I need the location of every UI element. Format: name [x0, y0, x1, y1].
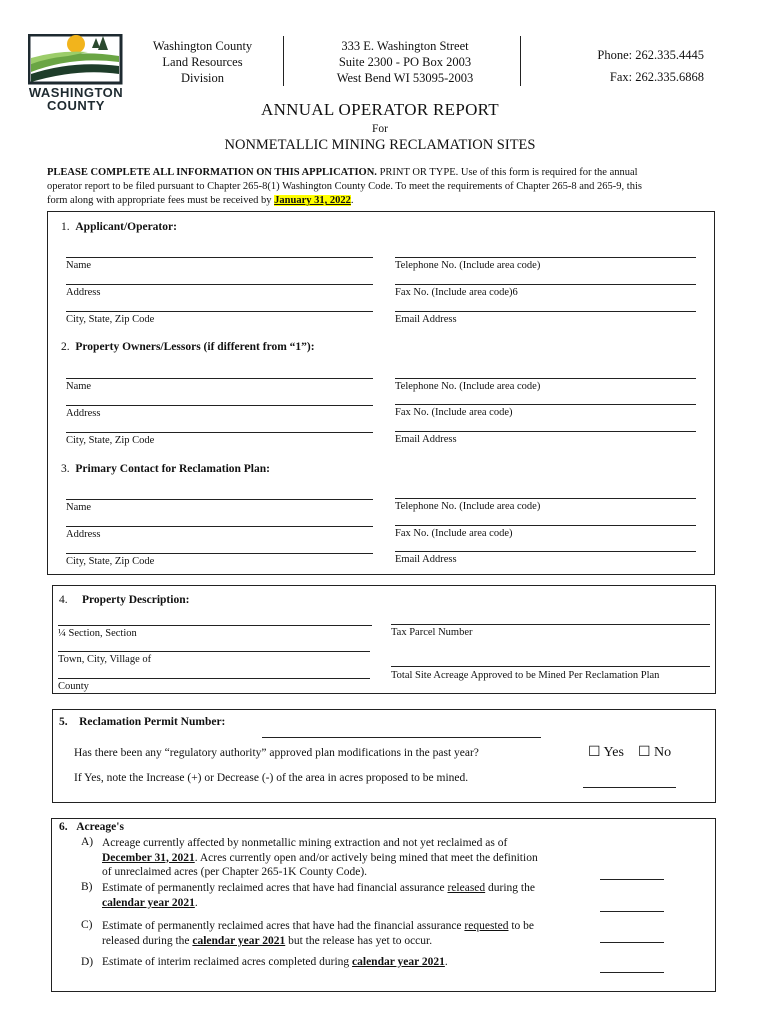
address-line: West Bend WI 53095-2003 [336, 71, 474, 85]
permit-number-field[interactable] [262, 737, 541, 738]
page-subtitle: NONMETALLIC MINING RECLAMATION SITES [224, 137, 536, 153]
acreage-b-field[interactable] [600, 911, 664, 912]
field-label: Name [66, 502, 92, 513]
field-label: Email Address [395, 314, 457, 325]
item-c-line: but the release has yet to occur. [288, 934, 433, 947]
owner-email-field[interactable] [395, 431, 696, 432]
section6-heading [59, 821, 124, 833]
section1-number: 1. [61, 221, 70, 233]
field-label: Fax No. (Include area code) [395, 407, 513, 418]
page-title [150, 100, 610, 120]
field-label: County [58, 681, 89, 692]
applicant-fax-field[interactable] [395, 284, 696, 285]
phone-number: Phone: 262.335.4445 [597, 48, 704, 62]
contact-address-field[interactable] [66, 526, 373, 527]
field-label: City, State, Zip Code [66, 314, 155, 325]
applicant-email-field[interactable] [395, 311, 696, 312]
header-divider [283, 36, 284, 86]
item-b-text [102, 881, 592, 910]
section2-heading [61, 341, 315, 353]
section4-heading [59, 594, 189, 606]
contact-name-field[interactable] [66, 499, 373, 500]
section6-number: 6. [59, 821, 68, 833]
field-label: Address [66, 529, 101, 540]
address-block [310, 38, 500, 86]
section4-number: 4. [59, 594, 68, 606]
intro-print: PRINT OR TYPE. [379, 167, 459, 178]
address-line: 333 E. Washington Street [341, 39, 469, 53]
intro-paragraph [47, 166, 727, 208]
section3-number: 3. [61, 463, 70, 475]
field-label: Telephone No. (Include area code) [395, 501, 541, 512]
modification-question: Has there been any “regulatory authority” approved plan modifications in the past year? [74, 747, 479, 759]
field-label: Tax Parcel Number [391, 627, 473, 638]
county-logo [28, 34, 128, 122]
section2-number: 2. [61, 341, 70, 353]
item-c-label: C) [81, 919, 93, 931]
item-b-end: . [194, 896, 198, 909]
item-b-line: during the [488, 882, 535, 894]
item-b-calendar: calendar year 2021 [102, 896, 195, 909]
modification-followup: If Yes, note the Increase (+) or Decrease (-) of the area in acres proposed to be mined. [74, 772, 469, 784]
town-field[interactable] [58, 651, 370, 652]
field-label: Email Address [395, 554, 457, 565]
item-b-released: released [447, 882, 486, 894]
owner-name-field[interactable] [66, 378, 373, 379]
field-label: Total Site Acreage Approved to be Mined Per Reclamation Plan [391, 670, 660, 681]
field-label: Name [66, 381, 92, 392]
section4-title: Property Description: [82, 594, 190, 606]
item-a-date: December 31, 2021 [102, 851, 195, 864]
field-label: ¼ Section, Section [58, 628, 137, 639]
contacts-box [47, 211, 715, 575]
no-checkbox[interactable]: ☐ No [638, 745, 672, 760]
deadline-date: January 31, 2022 [274, 195, 351, 206]
contact-fax-field[interactable] [395, 525, 696, 526]
item-d-label: D) [81, 956, 94, 968]
acreage-a-field[interactable] [600, 879, 664, 880]
site-acreage-field[interactable] [391, 666, 710, 667]
owner-phone-field[interactable] [395, 378, 696, 379]
contact-email-field[interactable] [395, 551, 696, 552]
item-c-requested: requested [464, 920, 509, 932]
acreage-change-field[interactable] [583, 787, 676, 788]
applicant-phone-field[interactable] [395, 257, 696, 258]
section3-heading [61, 463, 270, 475]
item-b-label: B) [81, 881, 93, 893]
intro-bold: PLEASE COMPLETE ALL INFORMATION ON THIS APPLICATION. [47, 167, 377, 178]
item-a-text [102, 836, 592, 880]
owner-city-field[interactable] [66, 432, 373, 433]
item-c-line: Estimate of permanently reclaimed acres that have had the financial assurance [102, 920, 462, 932]
field-label: Telephone No. (Include area code) [395, 381, 541, 392]
contact-block [540, 44, 704, 88]
applicant-address-field[interactable] [66, 284, 373, 285]
applicant-name-field[interactable] [66, 257, 373, 258]
field-label: Telephone No. (Include area code) [395, 260, 541, 271]
section3-title: Primary Contact for Reclamation Plan: [75, 463, 270, 475]
section2-title: Property Owners/Lessors (if different from “1”): [75, 341, 315, 353]
tax-parcel-field[interactable] [391, 624, 710, 625]
field-label: City, State, Zip Code [66, 556, 155, 567]
field-label: Fax No. (Include area code) [395, 528, 513, 539]
fax-number: Fax: 262.335.6868 [609, 70, 704, 84]
item-d-calendar: calendar year 2021 [352, 956, 445, 968]
section6-title: Acreage's [76, 821, 124, 833]
division-line: Land Resources [162, 55, 243, 69]
page-title-text: ANNUAL OPERATOR REPORT [261, 100, 499, 119]
section5-heading [59, 716, 225, 728]
item-c-text [102, 919, 592, 948]
field-label: Fax No. (Include area code)6 [395, 287, 518, 298]
item-c-line: released during the [102, 934, 190, 947]
item-a-line: Acreage currently affected by nonmetallic mining extraction and not yet reclaimed as of [102, 837, 508, 849]
field-label: Address [66, 287, 101, 298]
section1-heading [61, 221, 177, 233]
intro-period: . [350, 195, 354, 206]
section5-title: Reclamation Permit Number: [79, 716, 226, 728]
item-b-line: Estimate of permanently reclaimed acres that have had financial assurance [102, 882, 445, 894]
owner-address-field[interactable] [66, 405, 373, 406]
item-a-label: A) [81, 836, 94, 848]
county-field[interactable] [58, 678, 370, 679]
item-d-text [102, 956, 592, 968]
address-line: Suite 2300 - PO Box 2003 [338, 55, 472, 69]
intro-rest: Use of this form is required for the annual [460, 167, 638, 178]
intro-line2: operator report to be filed pursuant to Chapter 265-8(1) Washington County Code. To meet the requirements of Chapter 265-8 and 265-9, this [47, 181, 642, 192]
item-c-calendar: calendar year 2021 [192, 934, 286, 947]
logo-wordmark: WASHINGTON COUNTY [28, 85, 124, 113]
item-a-line: of unreclaimed acres (per Chapter 265-1K County Code). [102, 866, 368, 878]
field-label: Address [66, 408, 101, 419]
header-divider [520, 36, 521, 86]
owner-fax-field[interactable] [395, 404, 696, 405]
field-label: Town, City, Village of [58, 654, 152, 665]
division-line: Washington County [152, 39, 253, 53]
yes-checkbox[interactable]: ☐ Yes [588, 745, 624, 760]
intro-line3: form along with appropriate fees must be received by [47, 195, 272, 206]
division-block [130, 38, 275, 86]
section1-title: Applicant/Operator: [75, 221, 177, 233]
division-line: Division [180, 71, 225, 85]
section-field[interactable] [58, 625, 372, 626]
field-label: City, State, Zip Code [66, 435, 155, 446]
section5-number: 5. [59, 716, 68, 728]
acreage-c-field[interactable] [600, 942, 664, 943]
contact-city-field[interactable] [66, 553, 373, 554]
acreage-d-field[interactable] [600, 972, 664, 973]
contact-phone-field[interactable] [395, 498, 696, 499]
field-label: Name [66, 260, 92, 271]
item-d-line: Estimate of interim reclaimed acres completed during [102, 956, 350, 968]
field-label: Email Address [395, 434, 457, 445]
applicant-city-field[interactable] [66, 311, 373, 312]
item-a-line: . Acres currently open and/or actively being mined that meet the definition [194, 851, 538, 864]
title-for: For [372, 123, 388, 135]
item-c-line: to be [511, 920, 535, 932]
item-d-end: . [444, 956, 448, 968]
